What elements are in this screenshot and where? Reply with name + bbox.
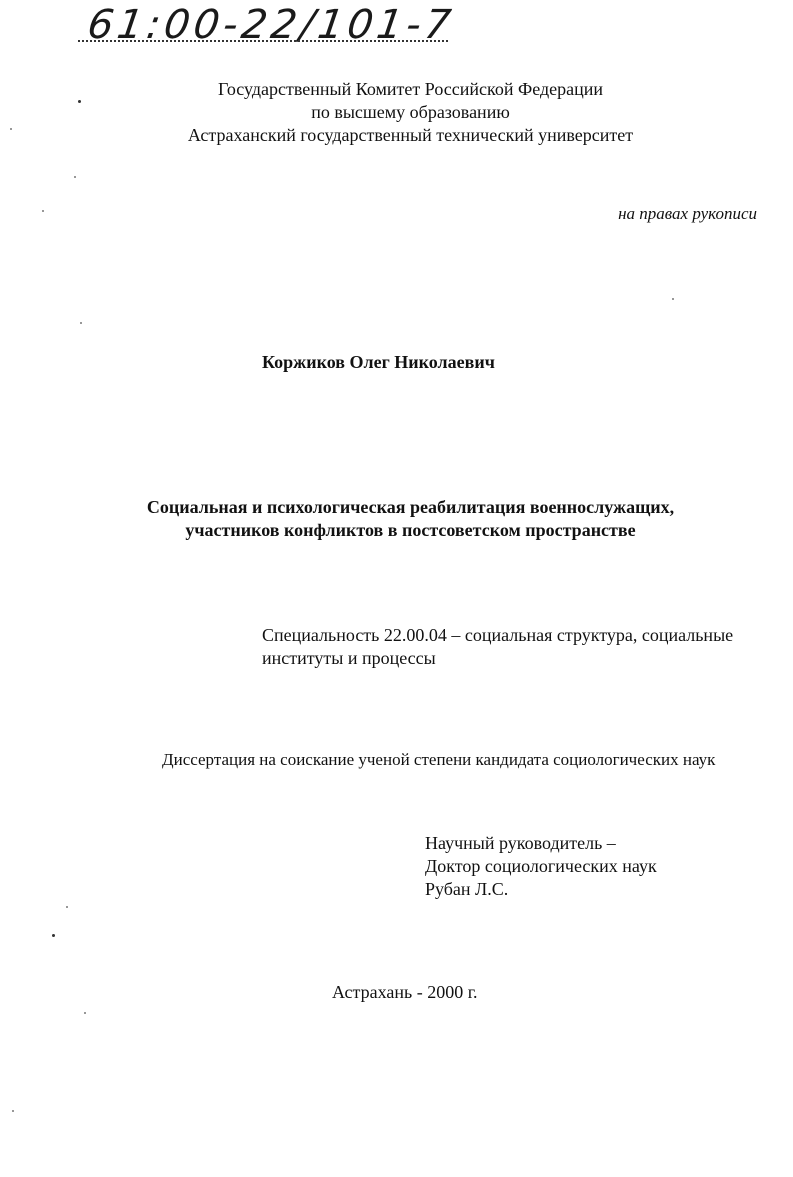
specialty-line-2: институты и процессы [262, 648, 436, 668]
handwritten-catalog-number: 61:00-22/101-7 [84, 2, 458, 48]
scan-speck [80, 322, 82, 324]
title-line-1: Социальная и психологическая реабилитация военнослужащих, [146, 497, 675, 517]
supervisor-name: Рубан Л.С. [425, 879, 509, 899]
header-line-committee: Государственный Комитет Российской Федерации [218, 79, 603, 99]
scan-speck [12, 1110, 14, 1112]
institution-header [0, 78, 793, 147]
header-line-university: Астраханский государственный технический университет [187, 125, 634, 145]
scan-speck [52, 934, 55, 937]
supervisor-label: Научный руководитель – [425, 833, 616, 853]
title-line-2: участников конфликтов в постсоветском пространстве [185, 520, 636, 540]
scan-speck [84, 1012, 86, 1014]
author-name: Коржиков Олег Николаевич [262, 352, 495, 372]
scan-speck [78, 100, 81, 103]
specialty-line-1: Специальность 22.00.04 – социальная структура, социальные [262, 625, 734, 645]
place-and-year: Астрахань - 2000 г. [332, 982, 478, 1002]
scan-speck [74, 176, 76, 178]
handwritten-underline [78, 40, 448, 44]
scan-speck [66, 906, 68, 908]
dissertation-title [0, 496, 793, 542]
scan-speck [10, 128, 12, 130]
degree-statement: Диссертация на соискание ученой степени кандидата социологических наук [162, 750, 716, 769]
header-line-education: по высшему образованию [311, 102, 510, 122]
manuscript-rights-note: на правах рукописи [618, 204, 757, 223]
specialty-block [262, 624, 733, 670]
scan-speck [672, 298, 674, 300]
supervisor-block [425, 832, 657, 901]
supervisor-degree: Доктор социологических наук [425, 856, 657, 876]
scan-speck [42, 210, 44, 212]
